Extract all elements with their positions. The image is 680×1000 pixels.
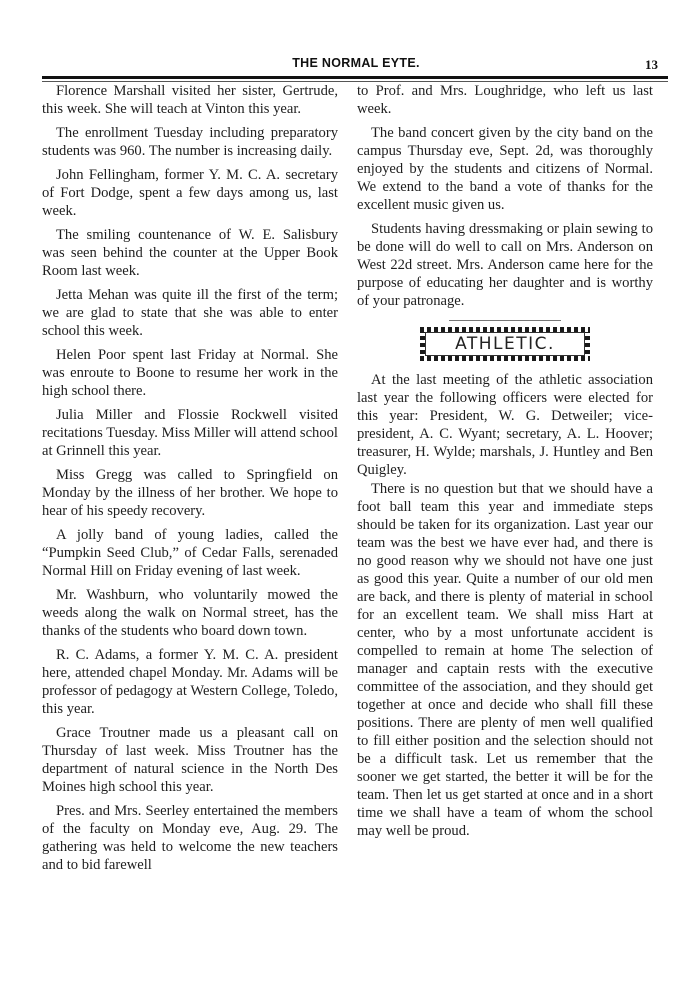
news-item: R. C. Adams, a former Y. M. C. A. president here, attended chapel Monday. Mr. Adams will be professor of pedagogy at Western College, Toledo, this year.: [42, 647, 338, 717]
ornamental-border: [420, 327, 590, 361]
news-item: John Fellingham, former Y. M. C. A. secretary of Fort Dodge, spent a few days among us, last week.: [42, 167, 338, 219]
news-item: Miss Gregg was called to Springfield on Monday by the illness of her brother. We hope to hear of his speedy recovery.: [42, 467, 338, 519]
article-paragraph: At the last meeting of the athletic association last year the following officers were elected for this year: President, W. G. Detweiler; vice-president, A. C. Wyant; secretary, A. L. Hoover; treasurer, H. Wylde; marshals, J. Huntley and Ben Quigley.: [357, 372, 653, 478]
right-column: [357, 82, 653, 846]
news-item: The enrollment Tuesday including preparatory students was 960. The number is increasing daily.: [42, 125, 338, 159]
section-divider: [449, 320, 561, 321]
news-item: Julia Miller and Flossie Rockwell visited recitations Tuesday. Miss Miller will attend school at Grinnell this year.: [42, 407, 338, 459]
news-item: Helen Poor spent last Friday at Normal. She was enroute to Boone to resume her work in the high school there.: [42, 347, 338, 399]
news-item: Mr. Washburn, who voluntarily mowed the weeds along the walk on Normal street, has the thanks of the students who board down town.: [42, 587, 338, 639]
news-item: Florence Marshall visited her sister, Gertrude, this week. She will teach at Vinton this year.: [42, 83, 338, 117]
article-paragraph: There is no question but that we should have a foot ball team this year and immediate steps should be taken for its organization. Last year our team was the best we have ever had, and there is no good reason why we should not have one just as good this year. Quite a number of our old men are back, and there is plenty of material in school for an excellent team. We shall miss Hart at center, who by a most unfortunate accident is compelled to remain at home The selection of manager and captain rests with the executive committee of the association, and they should get together at once and decide who shall fill these positions. There are plenty of men well qualified to fill either position and the selection should not be a difficult task. Let us remember that the sooner we get started, the better it will be for the team. Then let us get started at once and in a short time we shall have a team of whom the school may well be proud.: [357, 481, 653, 839]
news-item: Grace Troutner made us a pleasant call on Thursday of last week. Miss Troutner has the department of natural science in the North Des Moines high school this year.: [42, 725, 338, 795]
continued-paragraph: to Prof. and Mrs. Loughridge, who left us last week.: [357, 83, 653, 117]
publication-title: THE NORMAL EYTE.: [292, 56, 420, 70]
news-item: Pres. and Mrs. Seerley entertained the members of the faculty on Monday eve, Aug. 29. The gathering was held to welcome the new teachers and to bid farewell: [42, 803, 338, 873]
news-item: Students having dressmaking or plain sewing to be done will do well to call on Mrs. Anderson on West 22d street. Mrs. Anderson came here for the purpose of educating her daughter and is worthy of your patronage.: [357, 221, 653, 309]
section-heading: ATHLETIC.: [425, 332, 585, 356]
news-item: A jolly band of young ladies, called the “Pumpkin Seed Club,” of Cedar Falls, serenaded Normal Hill on Friday evening of last week.: [42, 527, 338, 579]
left-column: [42, 82, 338, 880]
news-item: Jetta Mehan was quite ill the first of the term; we are glad to state that she was able to enter school this week.: [42, 287, 338, 339]
header-rule-thick: [42, 76, 668, 79]
page-number: 13: [645, 57, 658, 72]
news-item: The smiling countenance of W. E. Salisbury was seen behind the counter at the Upper Book Room last week.: [42, 227, 338, 279]
news-item: The band concert given by the city band on the campus Thursday eve, Sept. 2d, was thoroughly enjoyed by the students and citizens of Normal. We extend to the band a vote of thanks for the excellent music given us.: [357, 125, 653, 213]
page-header: [42, 56, 670, 76]
